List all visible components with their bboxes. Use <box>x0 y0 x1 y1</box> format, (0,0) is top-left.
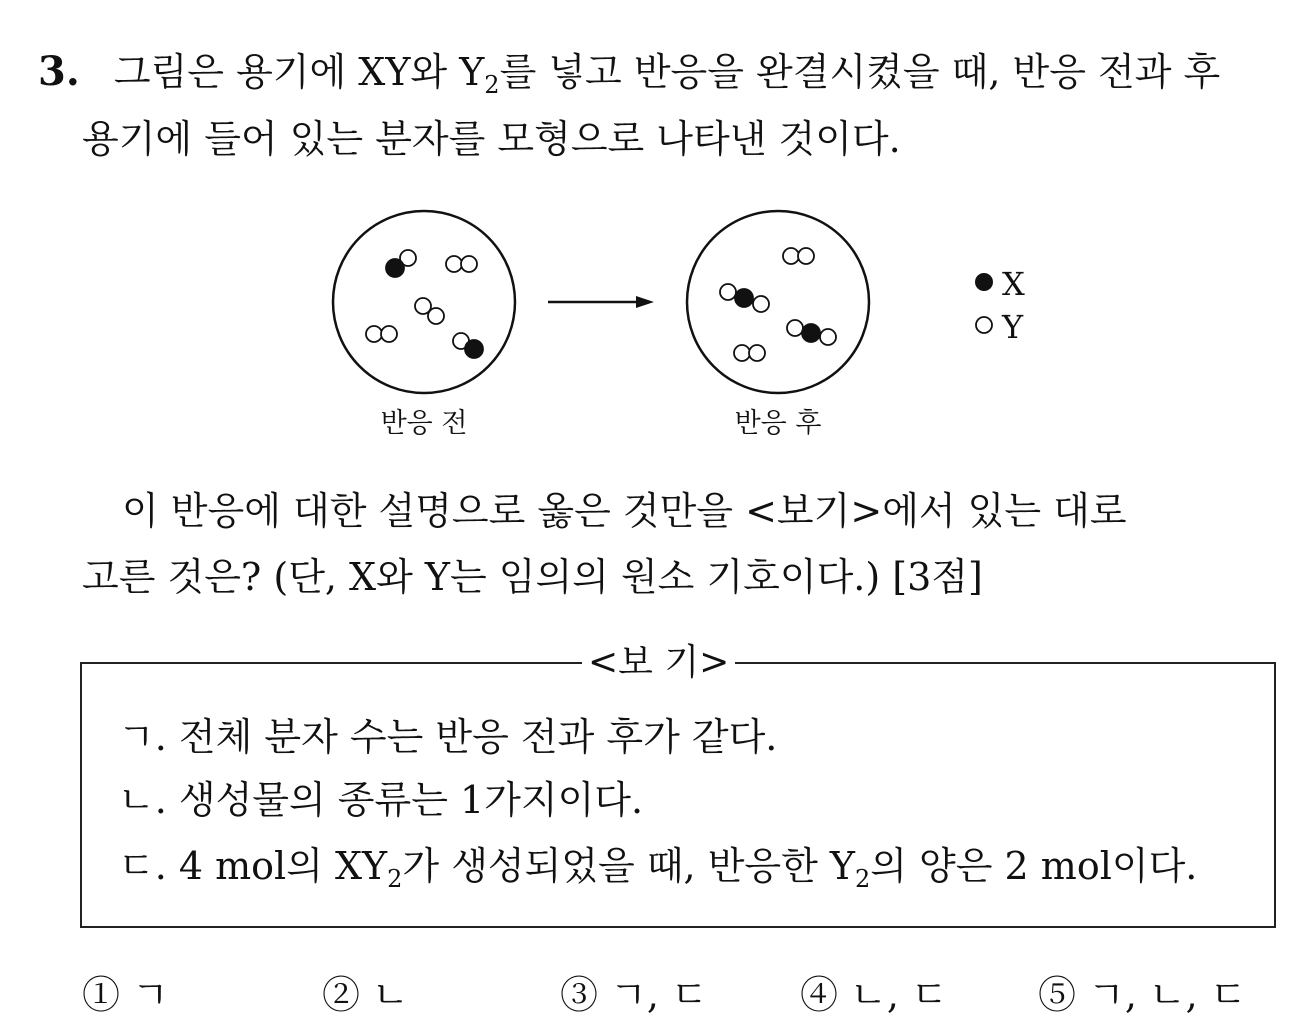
y2-molecule <box>783 248 814 264</box>
xy-molecule <box>453 333 483 358</box>
choice-number: ② <box>322 973 361 1017</box>
item-mark: ㄷ. <box>118 844 167 888</box>
legend-y-symbol <box>976 317 992 333</box>
xy2-molecule <box>787 320 836 345</box>
question-text-part: 그림은 용기에 XY와 Y <box>113 50 485 94</box>
bogi-item-2 <box>118 778 644 822</box>
bogi-item-3 <box>118 844 1198 893</box>
choice-number: ⑤ <box>1038 973 1077 1017</box>
prompt-text: 고른 것은? (단, X와 Y는 임의의 원소 기호이다.) [3점] <box>82 555 983 599</box>
choice-answer: ㄱ, ㄴ, ㄷ <box>1088 973 1247 1017</box>
item-mark: ㄱ. <box>118 715 167 759</box>
choice-4[interactable] <box>800 973 948 1017</box>
item-text: 의 양은 2 mol이다. <box>870 844 1198 888</box>
choice-answer: ㄴ <box>372 973 409 1017</box>
xy2-molecule <box>720 284 769 312</box>
choice-1[interactable] <box>82 973 169 1017</box>
legend-x-label: X <box>1002 265 1025 303</box>
y2-molecule <box>734 345 765 361</box>
question-number: 3. <box>38 48 80 95</box>
choice-number: ① <box>82 973 121 1017</box>
choice-number: ④ <box>800 973 839 1017</box>
xy-molecule <box>386 250 416 277</box>
legend-y-label: Y <box>1002 308 1024 346</box>
prompt-line-1 <box>122 489 1127 533</box>
item-text: 생성물의 종류는 1가지이다. <box>178 778 644 822</box>
choice-answer: ㄱ <box>132 973 169 1017</box>
legend-x-symbol <box>975 273 993 291</box>
reaction-arrow <box>548 296 654 308</box>
y2-molecule <box>366 326 397 342</box>
item-text: 4 mol의 XY <box>178 844 388 888</box>
subscript: 2 <box>484 71 500 99</box>
subscript: 2 <box>854 865 871 893</box>
item-mark: ㄴ. <box>118 778 167 822</box>
prompt-line-2 <box>82 555 983 599</box>
choice-answer: ㄴ, ㄷ <box>850 973 948 1017</box>
choice-number: ③ <box>560 973 599 1017</box>
question-text-part: 를 넣고 반응을 완결시켰을 때, 반응 전과 후 <box>499 50 1221 94</box>
after-container <box>687 211 869 393</box>
item-text: 전체 분자 수는 반응 전과 후가 같다. <box>178 715 778 759</box>
choice-2[interactable] <box>322 973 409 1017</box>
prompt-text: 이 반응에 대한 설명으로 옳은 것만을 <보기>에서 있는 대로 <box>122 489 1127 533</box>
y2-molecule <box>415 298 444 324</box>
bogi-item-1 <box>118 715 778 759</box>
bogi-title: <보 기> <box>582 645 735 681</box>
after-label: 반응 후 <box>734 408 822 439</box>
question-text-part: 용기에 들어 있는 분자를 모형으로 나타낸 것이다. <box>82 117 901 161</box>
choice-5[interactable] <box>1038 973 1247 1017</box>
before-label: 반응 전 <box>380 408 468 439</box>
item-text: 가 생성되었을 때, 반응한 Y <box>402 844 855 888</box>
y2-molecule <box>446 256 477 272</box>
choice-answer: ㄱ, ㄷ <box>610 973 708 1017</box>
subscript: 2 <box>387 865 403 893</box>
reaction-diagram <box>0 0 1309 460</box>
choice-3[interactable] <box>560 973 708 1017</box>
